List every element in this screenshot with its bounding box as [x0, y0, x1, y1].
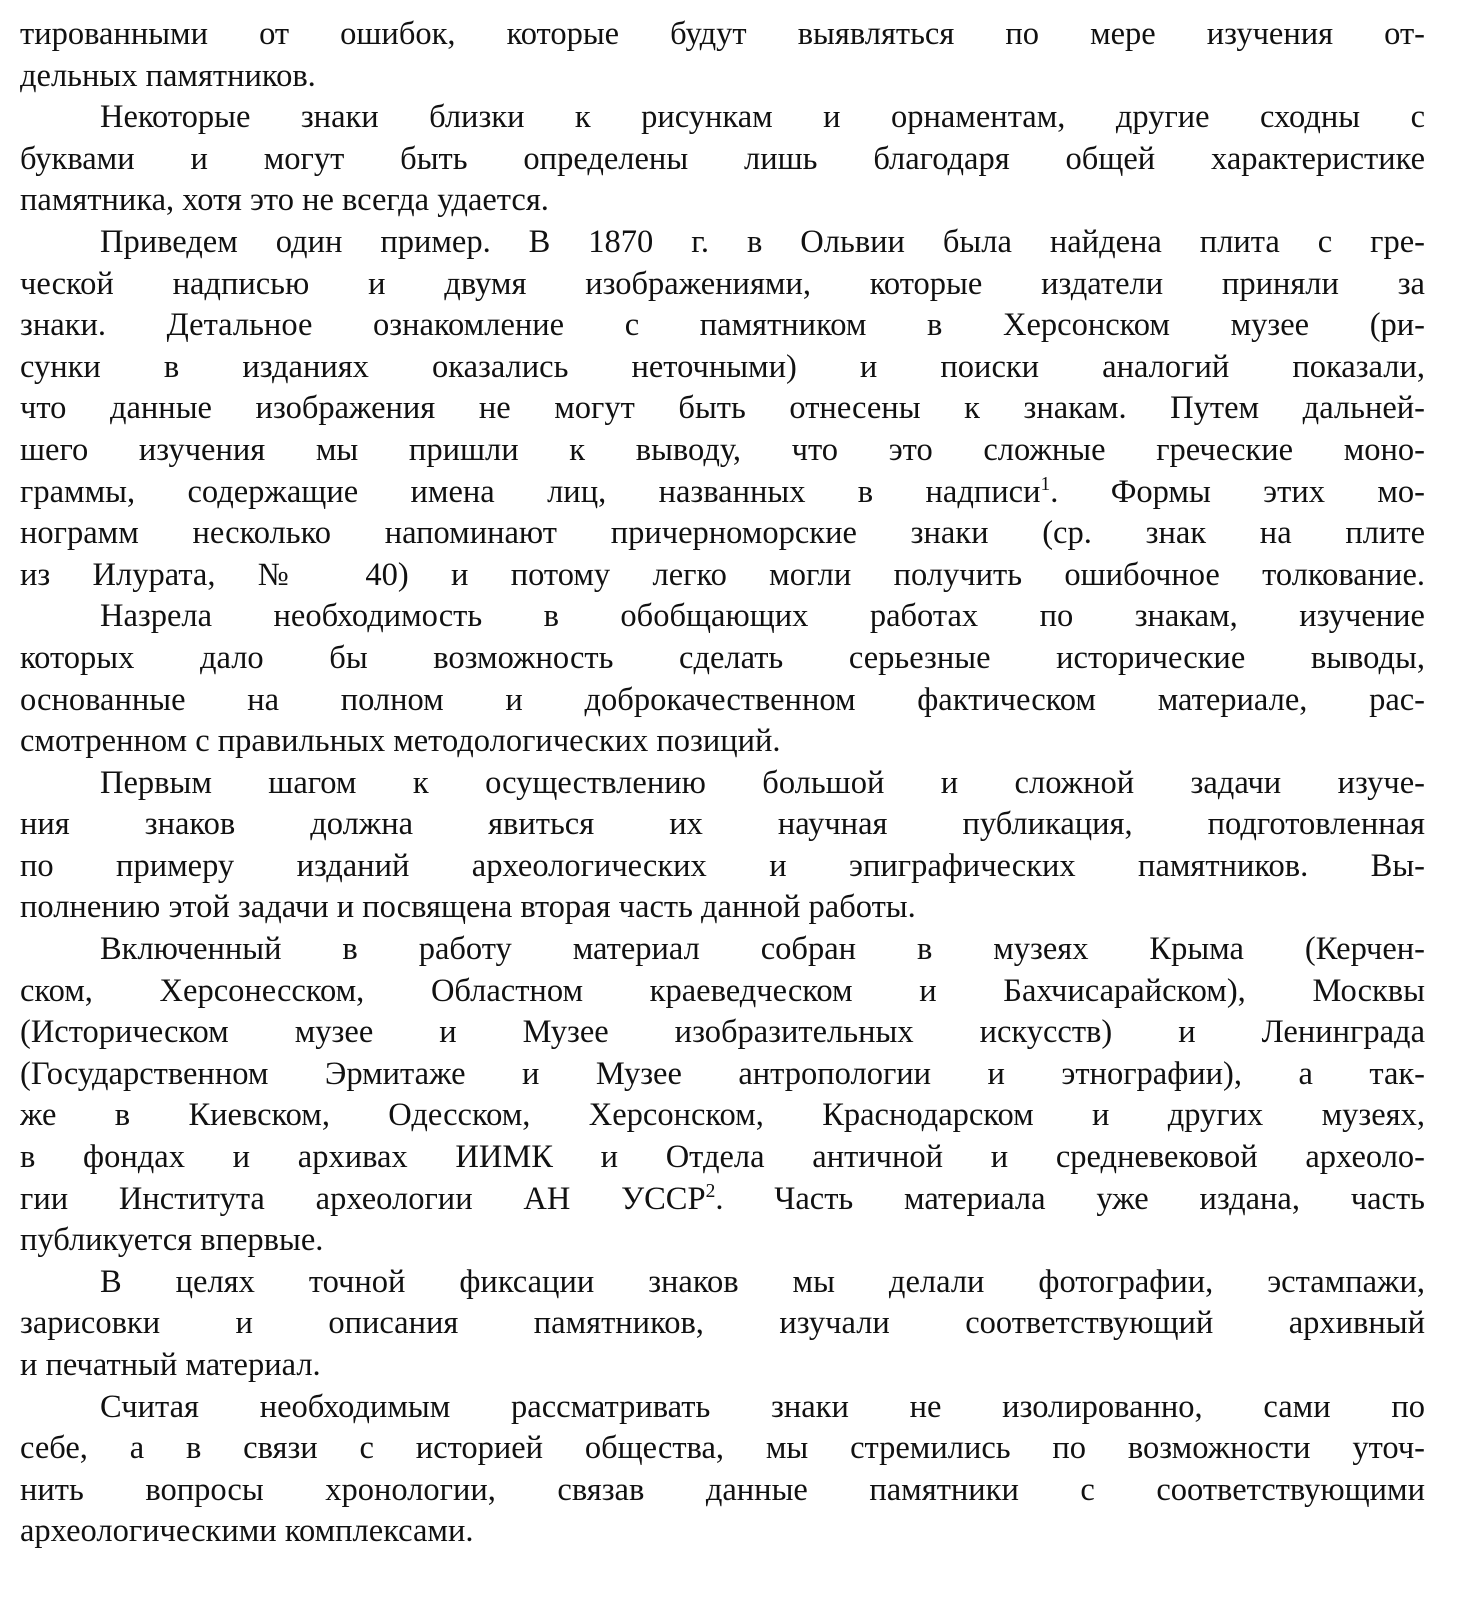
- text-line: нить вопросы хронологии, связав данные памятники с соответствующими: [20, 1471, 1425, 1508]
- text-line: по примеру изданий археологических и эпиграфических памятников. Вы-: [20, 847, 1425, 884]
- paragraph-first-line: Приведем один пример. В 1870 г. в Ольвии была найдена плита с гре-: [100, 223, 1425, 260]
- paragraph-first-line: Назрела необходимость в обобщающих работах по знакам, изучение: [100, 598, 1425, 635]
- text-line: (Государственном Эрмитаже и Музее антропологии и этнографии), а так-: [20, 1055, 1425, 1092]
- text-line: тированными от ошибок, которые будут выявляться по мере изучения от-: [20, 16, 1425, 52]
- text-line: памятника, хотя это не всегда удается.: [20, 182, 549, 219]
- text-line: зарисовки и описания памятников, изучали соответствующий архивный: [20, 1305, 1425, 1342]
- text-line: ния знаков должна явиться их научная публикация, подготовленная: [20, 806, 1425, 843]
- text-line: в фондах и архивах ИИМК и Отдела античной и средневековой археоло-: [20, 1139, 1425, 1176]
- text-line: дельных памятников.: [20, 57, 316, 94]
- text-line: археологическими комплексами.: [20, 1513, 474, 1550]
- footnote-marker: 2: [705, 1180, 716, 1202]
- text-line: ском, Херсонесском, Областном краеведческом и Бахчисарайском), Москвы: [20, 972, 1425, 1009]
- text-line: основанные на полном и доброкачественном фактическом материале, рас-: [20, 681, 1425, 718]
- text-line: буквами и могут быть определены лишь благодаря общей характеристике: [20, 140, 1425, 177]
- footnote-marker: 1: [1040, 473, 1051, 495]
- paragraph-first-line: Считая необходимым рассматривать знаки не изолированно, сами по: [100, 1388, 1425, 1425]
- text-line: знаки. Детальное ознакомление с памятником в Херсонском музее (ри-: [20, 307, 1425, 344]
- text-line: из Илурата, № 40) и потому легко могли получить ошибочное толкование.: [20, 556, 1425, 593]
- paragraph-first-line: Некоторые знаки близки к рисункам и орнаментам, другие сходны с: [100, 99, 1425, 136]
- paragraph-first-line: В целях точной фиксации знаков мы делали фотографии, эстампажи,: [100, 1263, 1425, 1300]
- text-line: (Историческом музее и Музее изобразительных искусств) и Ленинграда: [20, 1014, 1425, 1051]
- text-line: что данные изображения не могут быть отнесены к знакам. Путем дальней-: [20, 390, 1425, 427]
- text-line: полнению этой задачи и посвящена вторая часть данной работы.: [20, 889, 916, 926]
- text-line: сунки в изданиях оказались неточными) и поиски аналогий показали,: [20, 348, 1425, 385]
- text-line: нограмм несколько напоминают причерноморские знаки (ср. знак на плите: [20, 515, 1425, 552]
- text-line: гии Института археологии АН УССР$^2$. Часть материала уже издана, часть: [20, 1180, 1425, 1217]
- text-line: себе, а в связи с историей общества, мы стремились по возможности уточ-: [20, 1430, 1425, 1467]
- text-line: которых дало бы возможность сделать серьезные исторические выводы,: [20, 639, 1425, 676]
- paragraph-first-line: Включенный в работу материал собран в музеях Крыма (Керчен-: [100, 931, 1425, 968]
- text-line: публикуется впервые.: [20, 1222, 324, 1259]
- text-line: граммы, содержащие имена лиц, названных в надписи$^1$. Формы этих мо-: [20, 473, 1425, 510]
- text-line: шего изучения мы пришли к выводу, что это сложные греческие моно-: [20, 431, 1425, 468]
- text-line: и печатный материал.: [20, 1347, 321, 1383]
- text-line: смотренном с правильных методологических позиций.: [20, 723, 781, 760]
- paragraph-first-line: Первым шагом к осуществлению большой и сложной задачи изуче-: [100, 764, 1425, 801]
- text-line: ческой надписью и двумя изображениями, которые издатели приняли за: [20, 265, 1425, 302]
- text-line: же в Киевском, Одесском, Херсонском, Краснодарском и других музеях,: [20, 1097, 1425, 1134]
